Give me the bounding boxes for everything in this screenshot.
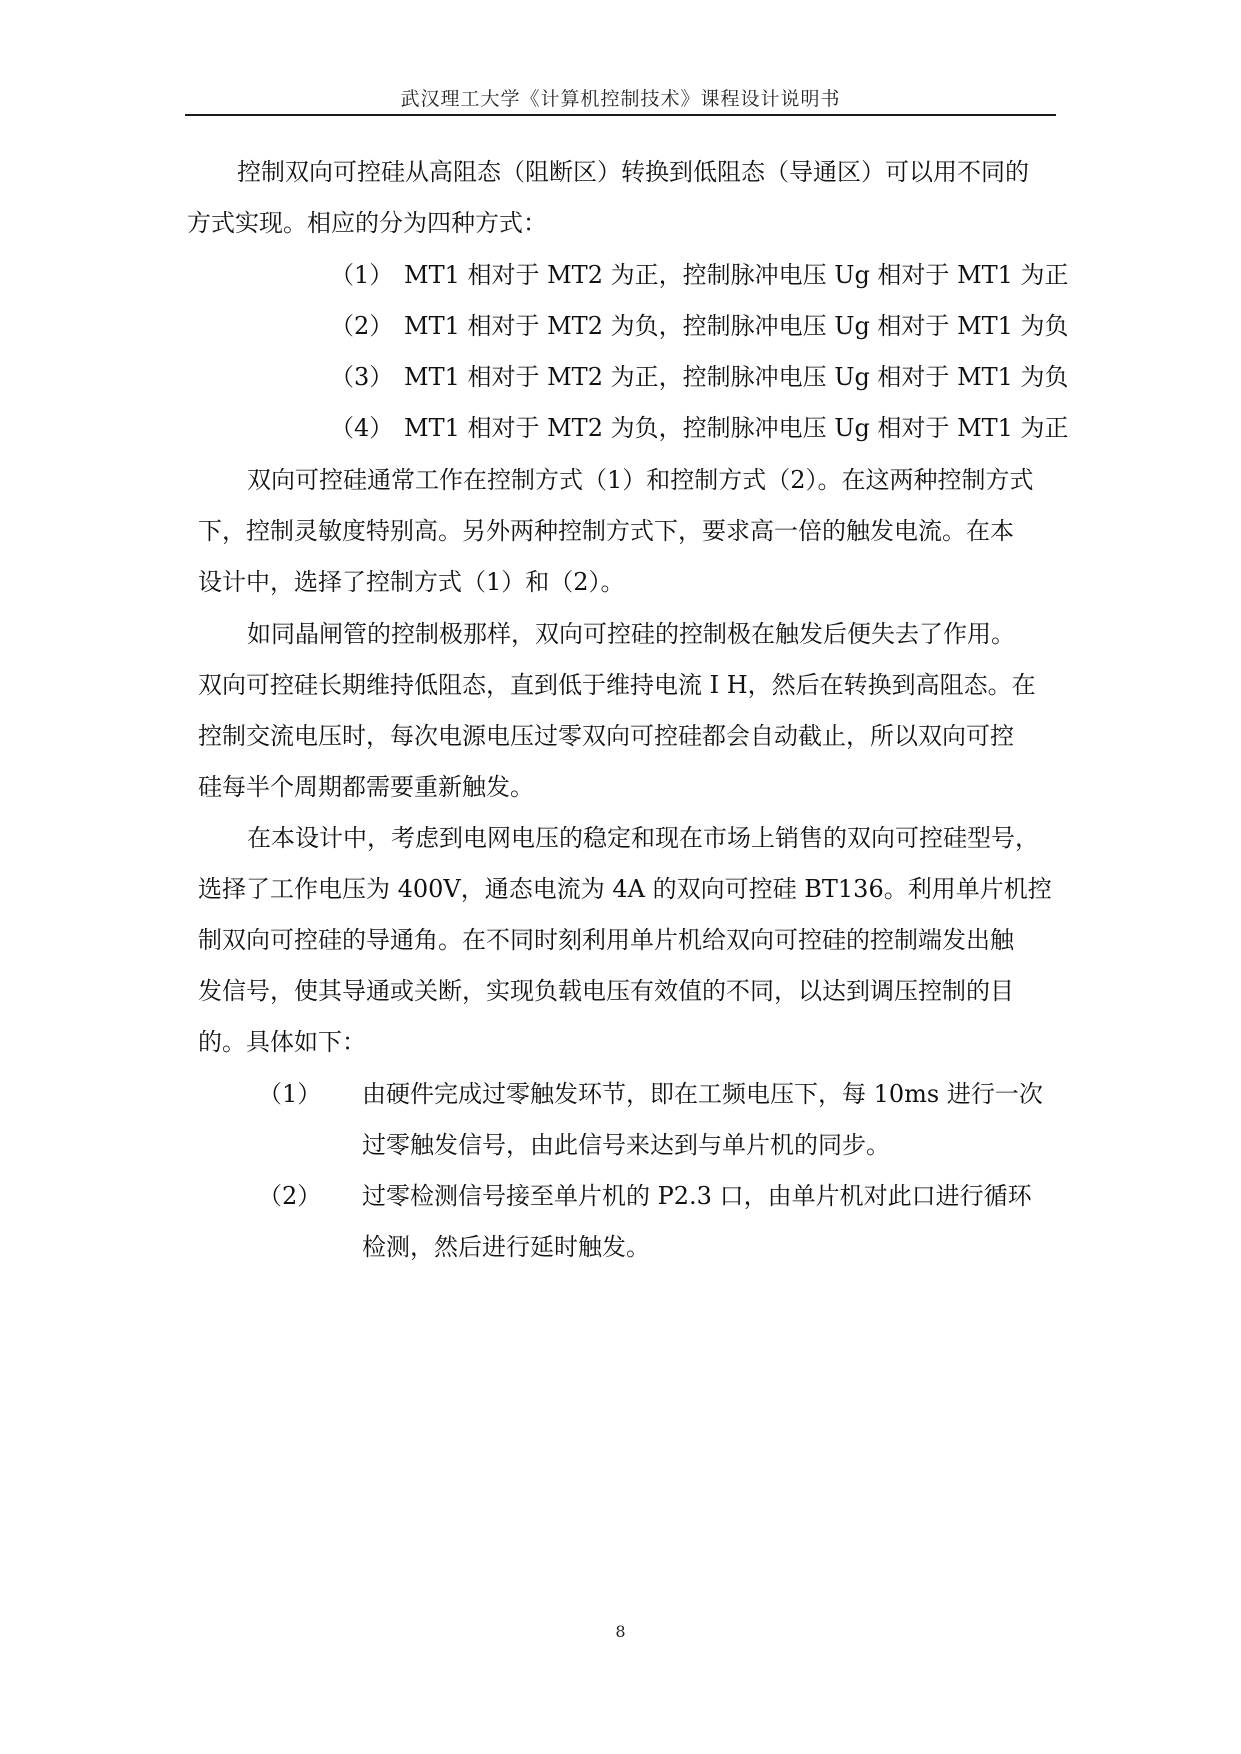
para3-line-1: 在本设计中，考虑到电网电压的稳定和现在市场上销售的双向可控硅型号，: [247, 824, 1039, 852]
mode-3-text: MT1 相对于 MT2 为正，控制脉冲电压 Ug 相对于 MT1 为负: [404, 363, 1069, 391]
para2-line-2: 双向可控硅长期维持低阻态，直到低于维持电流 I H，然后在转换到高阻态。在: [198, 671, 1036, 699]
mode-2-text: MT1 相对于 MT2 为负，控制脉冲电压 Ug 相对于 MT1 为负: [404, 312, 1069, 340]
mode-1-number: （1）: [330, 261, 394, 289]
intro-line-1: 控制双向可控硅从高阻态（阻断区）转换到低阻态（导通区）可以用不同的: [237, 158, 1029, 186]
page-number: 8: [615, 1622, 626, 1641]
step-2-line-1: 过零检测信号接至单片机的 P2.3 口，由单片机对此口进行循环: [362, 1182, 1032, 1210]
para2-line-4: 硅每半个周期都需要重新触发。: [198, 773, 534, 801]
step-1-line-1: 由硬件完成过零触发环节，即在工频电压下，每 10ms 进行一次: [362, 1080, 1043, 1108]
mode-4-text: MT1 相对于 MT2 为负，控制脉冲电压 Ug 相对于 MT1 为正: [404, 414, 1069, 442]
para1-line-2: 下，控制灵敏度特别高。另外两种控制方式下，要求高一倍的触发电流。在本: [198, 517, 1014, 545]
mode-1-text: MT1 相对于 MT2 为正，控制脉冲电压 Ug 相对于 MT1 为正: [404, 261, 1069, 289]
step-1-line-2: 过零触发信号，由此信号来达到与单片机的同步。: [362, 1131, 890, 1159]
para2-line-1: 如同晶闸管的控制极那样，双向可控硅的控制极在触发后便失去了作用。: [247, 620, 1015, 648]
mode-4-number: （4）: [330, 414, 394, 442]
mode-2-number: （2）: [330, 312, 394, 340]
para3-line-4: 发信号，使其导通或关断，实现负载电压有效值的不同，以达到调压控制的目: [198, 977, 1014, 1005]
para2-line-3: 控制交流电压时，每次电源电压过零双向可控硅都会自动截止，所以双向可控: [198, 722, 1014, 750]
header-divider: [185, 114, 1056, 116]
step-1-number: （1）: [258, 1080, 322, 1108]
para3-line-5: 的。具体如下：: [198, 1028, 366, 1056]
step-2-number: （2）: [258, 1182, 322, 1210]
para1-line-1: 双向可控硅通常工作在控制方式（1）和控制方式（2）。在这两种控制方式: [247, 466, 1034, 494]
para3-line-3: 制双向可控硅的导通角。在不同时刻利用单片机给双向可控硅的控制端发出触: [198, 926, 1014, 954]
para1-line-3: 设计中，选择了控制方式（1）和（2）。: [198, 568, 625, 596]
header-title: 武汉理工大学《计算机控制技术》课程设计说明书: [400, 88, 841, 110]
mode-3-number: （3）: [330, 363, 394, 391]
intro-line-2: 方式实现。相应的分为四种方式：: [187, 209, 547, 237]
para3-line-2: 选择了工作电压为 400V，通态电流为 4A 的双向可控硅 BT136。利用单片机控: [198, 875, 1052, 903]
step-2-line-2: 检测，然后进行延时触发。: [362, 1233, 650, 1261]
